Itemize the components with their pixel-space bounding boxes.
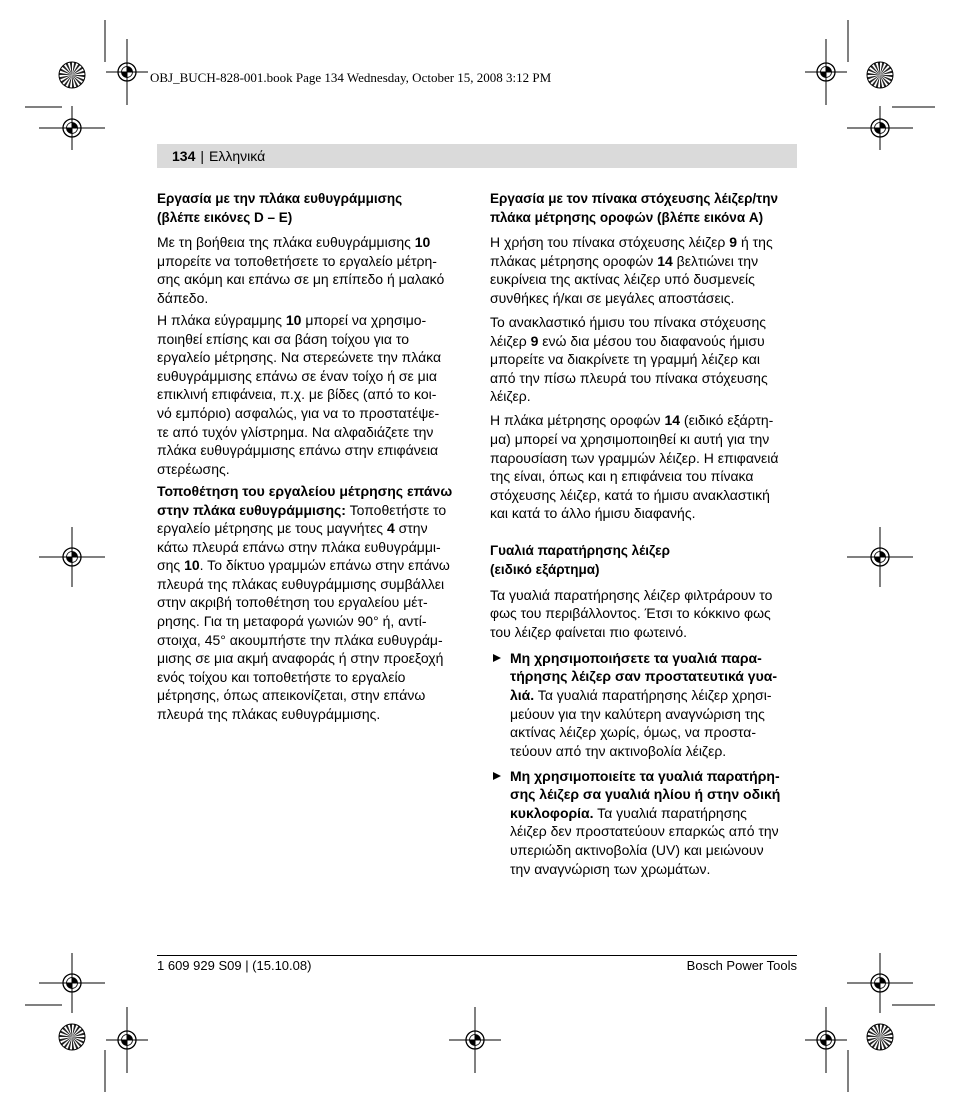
page-header-bar — [157, 144, 797, 168]
text-line: Εργασία με τον πίνακα στόχευσης λέιζερ/την — [490, 191, 778, 206]
triangle-bullet-icon — [493, 654, 501, 662]
text-line — [157, 482, 462, 501]
bold-text-run: Μη χρησιμοποιήσετε τα γυαλιά παρα- — [510, 649, 762, 666]
bold-text-run: τήρησης λέιζερ σαν προστατευτικά γυα- — [510, 668, 777, 685]
text-line: τε από τυχόν γλίστρημα. Να αλφαδιάζετε την — [157, 423, 434, 440]
text-line — [510, 804, 795, 823]
right-column — [490, 190, 795, 878]
text-line — [490, 252, 795, 271]
text-run: Τοποθετήστε το — [345, 501, 447, 518]
bold-text-run: σης λέιζερ σα γυαλιά ηλίου ή στην οδική — [510, 786, 781, 803]
text-run: στην — [394, 520, 428, 537]
text-line: μπορείτε να τοποθετήσετε το εργαλείο μέτρη- — [157, 252, 437, 269]
text-line — [157, 501, 462, 520]
bold-text-run: λιά. — [510, 686, 535, 703]
registration-mark — [39, 953, 105, 1013]
text-line: πλάκα μέτρησης οροφών (βλέπε εικόνα A) — [490, 209, 764, 225]
bold-text-run: Τοποθέτηση του εργαλείου μέτρησης επάνω — [157, 482, 453, 499]
text-line — [510, 649, 795, 668]
text-line: Εργασία με την πλάκα ευθυγράμμισης — [157, 191, 403, 206]
left-column — [157, 190, 462, 724]
paragraph — [490, 313, 795, 406]
text-line: πλάκα ευθυγράμμισης επάνω στην επιφάνεια — [157, 442, 439, 459]
text-run: λέιζερ — [490, 332, 531, 349]
paragraph — [157, 482, 462, 724]
footer-brand: Bosch Power Tools — [686, 958, 797, 973]
page-number: 134 — [172, 148, 196, 164]
text-line: Γυαλιά παρατήρησης λέιζερ — [490, 543, 670, 559]
text-line: μέτρησης, όπως απεικονίζεται, στην επάνω — [157, 687, 426, 704]
paragraph — [490, 411, 795, 523]
content-section — [490, 542, 795, 878]
content-section — [490, 190, 795, 523]
language-label: Ελληνικά — [209, 148, 266, 164]
text-line: λέιζερ δεν προστατεύουν επαρκώς από την — [510, 823, 779, 840]
text-line — [490, 411, 795, 430]
text-line — [157, 519, 462, 538]
text-line: λέιζερ. — [490, 388, 531, 405]
text-line: ακτίνας λέιζερ χωρίς, όμως, να προστα- — [510, 724, 757, 741]
text-line: δάπεδο. — [157, 289, 209, 306]
text-line: ενός τοίχου και τοποθετήστε το εργαλείο — [157, 668, 406, 685]
registration-mark — [449, 1007, 501, 1073]
header-separator: | — [200, 148, 204, 164]
text-line: μπορείτε να διακρίνετε τη γραμμή λέιζερ και — [490, 351, 760, 368]
text-line: ρησης. Για τη μεταφορά γωνιών 90° ή, αντί- — [157, 613, 427, 630]
text-line: την αναγνώριση των χρωμάτων. — [510, 860, 711, 877]
warning-bullet — [490, 649, 795, 761]
text-line: στην ακριβή τοποθέτηση του εργαλείου μέτ- — [157, 594, 428, 611]
registration-mark — [805, 39, 847, 105]
text-line: επικλινή επιφάνεια, π.χ. με βίδες (από το κοι- — [157, 386, 437, 403]
text-run: . Το δίκτυο γραμμών επάνω στην επάνω — [199, 557, 450, 574]
text-run: Η πλάκα εύγραμμης — [157, 312, 286, 329]
registration-mark — [106, 39, 148, 105]
text-run: Τα γυαλιά παρατήρησης — [593, 804, 747, 821]
text-line: ποιηθεί επίσης και σα βάση τοίχου για το — [157, 330, 409, 347]
section-heading — [490, 542, 795, 579]
bold-text-run: Μη χρησιμοποιείτε τα γυαλιά παρατήρη- — [510, 767, 780, 784]
text-run: Η πλάκα μέτρησης οροφών — [490, 412, 665, 429]
text-line — [157, 233, 462, 252]
paragraph — [157, 311, 462, 478]
registration-mark — [39, 527, 105, 587]
paragraph — [490, 586, 795, 642]
sunburst-mark — [867, 1024, 893, 1050]
text-line: Τα γυαλιά παρατήρησης λέιζερ φιλτράρουν το — [490, 586, 773, 603]
text-line: ευθυγράμμισης επάνω σε έναν τοίχο ή σε μια — [157, 367, 437, 384]
text-line: από την πίσω πλευρά του πίνακα στόχευσης — [490, 369, 768, 386]
text-run: βελτιώνει την — [672, 252, 759, 269]
bold-text-run: 10 — [285, 312, 302, 329]
text-line: πλευρά της πλάκας ευθυγράμμισης συμβάλλει — [157, 575, 445, 592]
text-line: συνθήκες ή/και σε μεγάλες αποστάσεις. — [490, 289, 735, 306]
text-line — [490, 332, 795, 351]
bold-text-run: 10 — [414, 234, 431, 251]
bold-text-run: 10 — [184, 557, 200, 574]
text-line: παρουσίαση των γραμμών λέιζερ. Η επιφανειά — [490, 449, 779, 466]
text-run: Με τη βοήθεια της πλάκα ευθυγράμμισης — [157, 234, 415, 251]
registration-mark — [39, 106, 105, 150]
text-line: Το ανακλαστικό ήμισυ του πίνακα στόχευσης — [490, 313, 767, 330]
text-run: σης — [157, 557, 185, 574]
text-line: μα) μπορεί να χρησιμοποιηθεί κι αυτή για την — [490, 430, 770, 447]
registration-mark — [847, 953, 913, 1013]
text-line: του λέιζερ φαίνεται πιο φωτεινό. — [490, 623, 688, 640]
text-run: Τα γυαλιά παρατήρησης λέιζερ χρησι- — [534, 686, 772, 703]
content-section — [157, 190, 462, 724]
bold-text-run: στην πλάκα ευθυγράμμισης: — [157, 501, 346, 518]
registration-mark — [106, 1007, 148, 1073]
text-line: μισης σε μια ακμή αναφοράς ή στην προεξοχή — [157, 650, 444, 667]
header-text — [172, 144, 265, 168]
sunburst-mark — [59, 62, 85, 88]
text-line — [510, 686, 795, 705]
text-line — [157, 556, 462, 575]
text-run: (ειδικό εξάρτη- — [680, 412, 774, 429]
triangle-bullet-icon — [493, 772, 501, 780]
section-heading — [490, 190, 795, 227]
text-line: υπεριώδη ακτινοβολία (UV) και μειώνουν — [510, 842, 764, 859]
text-line — [510, 767, 795, 786]
text-run: Η χρήση του πίνακα στόχευσης λέιζερ — [490, 234, 730, 251]
text-run: εργαλείο μέτρησης με τους μαγνήτες — [157, 520, 387, 537]
text-run: ενώ δια μέσου του διαφανούς ήμισυ — [538, 332, 765, 349]
registration-mark — [805, 1007, 847, 1073]
text-line: μεύουν για την καλύτερη αναγνώριση της — [510, 705, 765, 722]
text-line: της είναι, όπως και η επιφάνεια του πίνακα — [490, 468, 754, 485]
text-line: νό εμπόριο) ασφαλώς, για να το προστατέψε- — [157, 405, 440, 422]
text-line: (βλέπε εικόνες D – E) — [157, 209, 293, 225]
sunburst-mark — [867, 62, 893, 88]
text-line: φως του περιβάλλοντος. Έτσι το κόκκινο φως — [490, 605, 771, 622]
bold-text-run: 4 — [386, 520, 395, 537]
text-line: εργαλείο μέτρησης. Να στερεώνετε την πλάκα — [157, 349, 442, 366]
text-line: (ειδικό εξάρτημα) — [490, 561, 600, 577]
text-line: σης ακόμη και επάνω σε μη επίπεδο ή μαλακό — [157, 271, 445, 288]
text-run: πλάκας μέτρησης οροφών — [490, 252, 658, 269]
bold-text-run: κυκλοφορία. — [510, 804, 594, 821]
paragraph — [490, 233, 795, 307]
text-line: πλευρά της πλάκας ευθυγράμμισης. — [157, 706, 381, 723]
text-line: τεύουν από την ακτινοβολία λέιζερ. — [510, 742, 727, 759]
paragraph — [157, 233, 462, 307]
text-line: κάτω πλευρά επάνω στην πλάκα ευθυγράμμι- — [157, 538, 441, 555]
text-line: ευκρίνεια της ακτίνας λέιζερ υπό δυσμενείς — [490, 271, 755, 288]
bold-text-run: 14 — [664, 412, 681, 429]
warning-bullet — [490, 767, 795, 879]
text-line — [510, 667, 795, 686]
text-line — [157, 311, 462, 330]
text-run: μπορεί να χρησιμο- — [301, 312, 427, 329]
bold-text-run: 14 — [657, 252, 673, 269]
print-slug: OBJ_BUCH-828-001.book Page 134 Wednesday, October 15, 2008 3:12 PM — [150, 70, 552, 85]
registration-mark — [847, 106, 913, 150]
footer-doc-code: 1 609 929 S09 | (15.10.08) — [157, 958, 312, 973]
registration-mark — [847, 527, 913, 587]
text-line: και κατά το άλλο ήμισυ διαφανής. — [490, 505, 696, 522]
text-run: ή της — [737, 234, 773, 251]
text-line — [490, 233, 795, 252]
text-line — [510, 785, 795, 804]
text-line: στερέωσης. — [157, 460, 230, 477]
bold-text-run: 9 — [530, 332, 539, 349]
section-heading — [157, 190, 462, 227]
text-line: στόχευσης λέιζερ, κατά το ήμισυ ανακλαστική — [490, 486, 770, 503]
sunburst-mark — [59, 1024, 85, 1050]
text-line: στοιχα, 45° ακουμπήστε την πλάκα ευθυγράμ- — [157, 631, 443, 648]
bold-text-run: 9 — [729, 234, 738, 251]
footer-rule — [157, 955, 797, 956]
